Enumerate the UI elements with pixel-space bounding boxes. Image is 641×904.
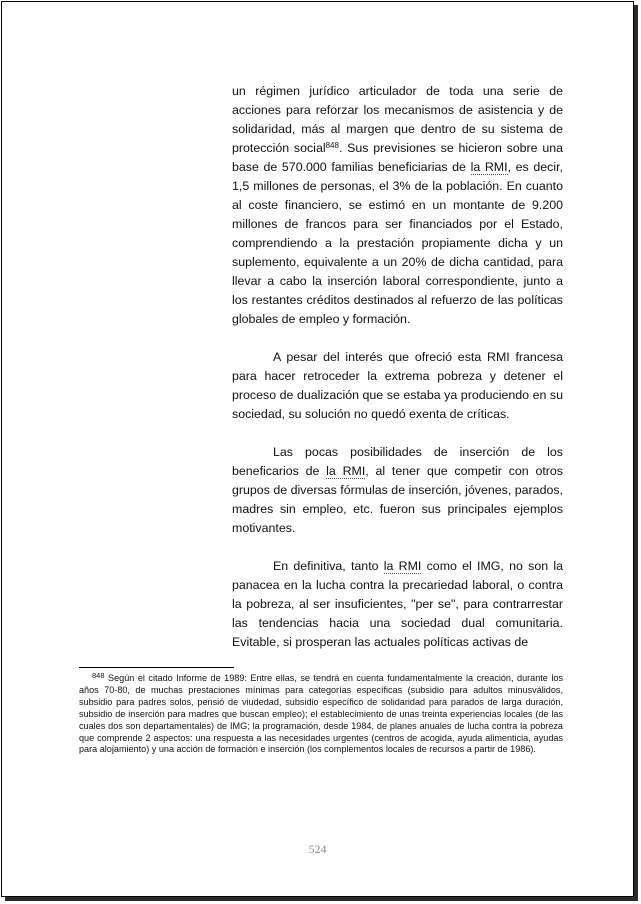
paragraph-4-text-start: En definitiva, tanto [273,559,384,573]
abbreviation-rmi[interactable]: la RMI [470,160,508,174]
paragraph-1 [232,82,563,329]
paragraph-1-text-start: un régimen jurídico articulador de toda una serie de acciones para reforzar los mecanismos de asistencia y de solidaridad, más al margen que dentro de su sistema de protección social [232,84,563,155]
footnote-number: 848 [92,671,105,680]
document-page [1,1,634,897]
paragraph-3 [232,443,563,538]
paragraph-1-text-middle: . Sus previsiones se hicieron sobre una base de 570.000 familias beneficiarias de [232,141,563,174]
paragraph-3-text-start: Las pocas posibilidades de inserción de los beneficarios de [232,445,563,478]
footnote-text: Según el citado Informe de 1989: Entre ellas, se tendrá en cuenta fundamentalmente la creación, durante los años 70-80, de muchas prestaciones mínimas para categorías específicas (subsidio para adultos minusválidos, subsidio para padres solos, pensió de viudedad, subsidio específico de solidaridad para parados de larga duración, subsidio de inserción para madres que buscan empleo); el establecimiento de unas treinta experiencias locales (de las cuales dos son departamentales) de IMG; la programación, desde 1984, de planes anuales de lucha contra la pobreza que comprende 2 aspectos: una respuesta a las necesidades urgentes (centros de acogida, ayuda alimenticia, ayudas para alojamiento) y una acción de formación e inserción (los complementos locales de recursos a partir de 1986). [79,673,563,755]
paragraph-4-text-end: como el IMG, no son la panacea en la lucha contra la precariedad laboral, o contra la pobreza, al ser insuficientes, "per se", para contrarrestar las tendencias hacia una sociedad dual comunitaria. Evitable, si prosperan las actuales políticas activas de [232,559,563,649]
body-text [232,82,563,652]
abbreviation-rmi[interactable]: la RMI [326,464,366,478]
paragraph-1-text-end: , es decir, 1,5 millones de personas, el 3% de la población. En cuanto al coste financiero, se estimó en un montante de 9.200 millones de francos para ser financiados por el Estado, comprendiendo a la prestación propiamente dicha y un suplemento, equivalente a un 20% de dicha cantidad, para llevar a cabo la inserción laboral correspondiente, junto a los restantes créditos destinados al refuerzo de las políticas globales de empleo y formación. [232,160,563,326]
footnote [79,673,563,756]
paragraph-2: A pesar del interés que ofreció esta RMI francesa para hacer retroceder la extrema pobreza y detener el proceso de dualización que se estaba ya produciendo en su sociedad, su solución no quedó exenta de críticas. [232,350,563,421]
paragraph-4 [232,557,563,652]
page-number: 524 [308,842,327,856]
footnote-reference[interactable]: 848 [325,141,339,150]
footnote-separator [79,667,234,668]
paragraph-3-text-end: , al tener que competir con otros grupos de diversas fórmulas de inserción, jóvenes, parados, madres sin empleo, etc. fueron sus principales ejemplos motivantes. [232,464,563,535]
abbreviation-rmi[interactable]: la RMI [383,559,422,573]
